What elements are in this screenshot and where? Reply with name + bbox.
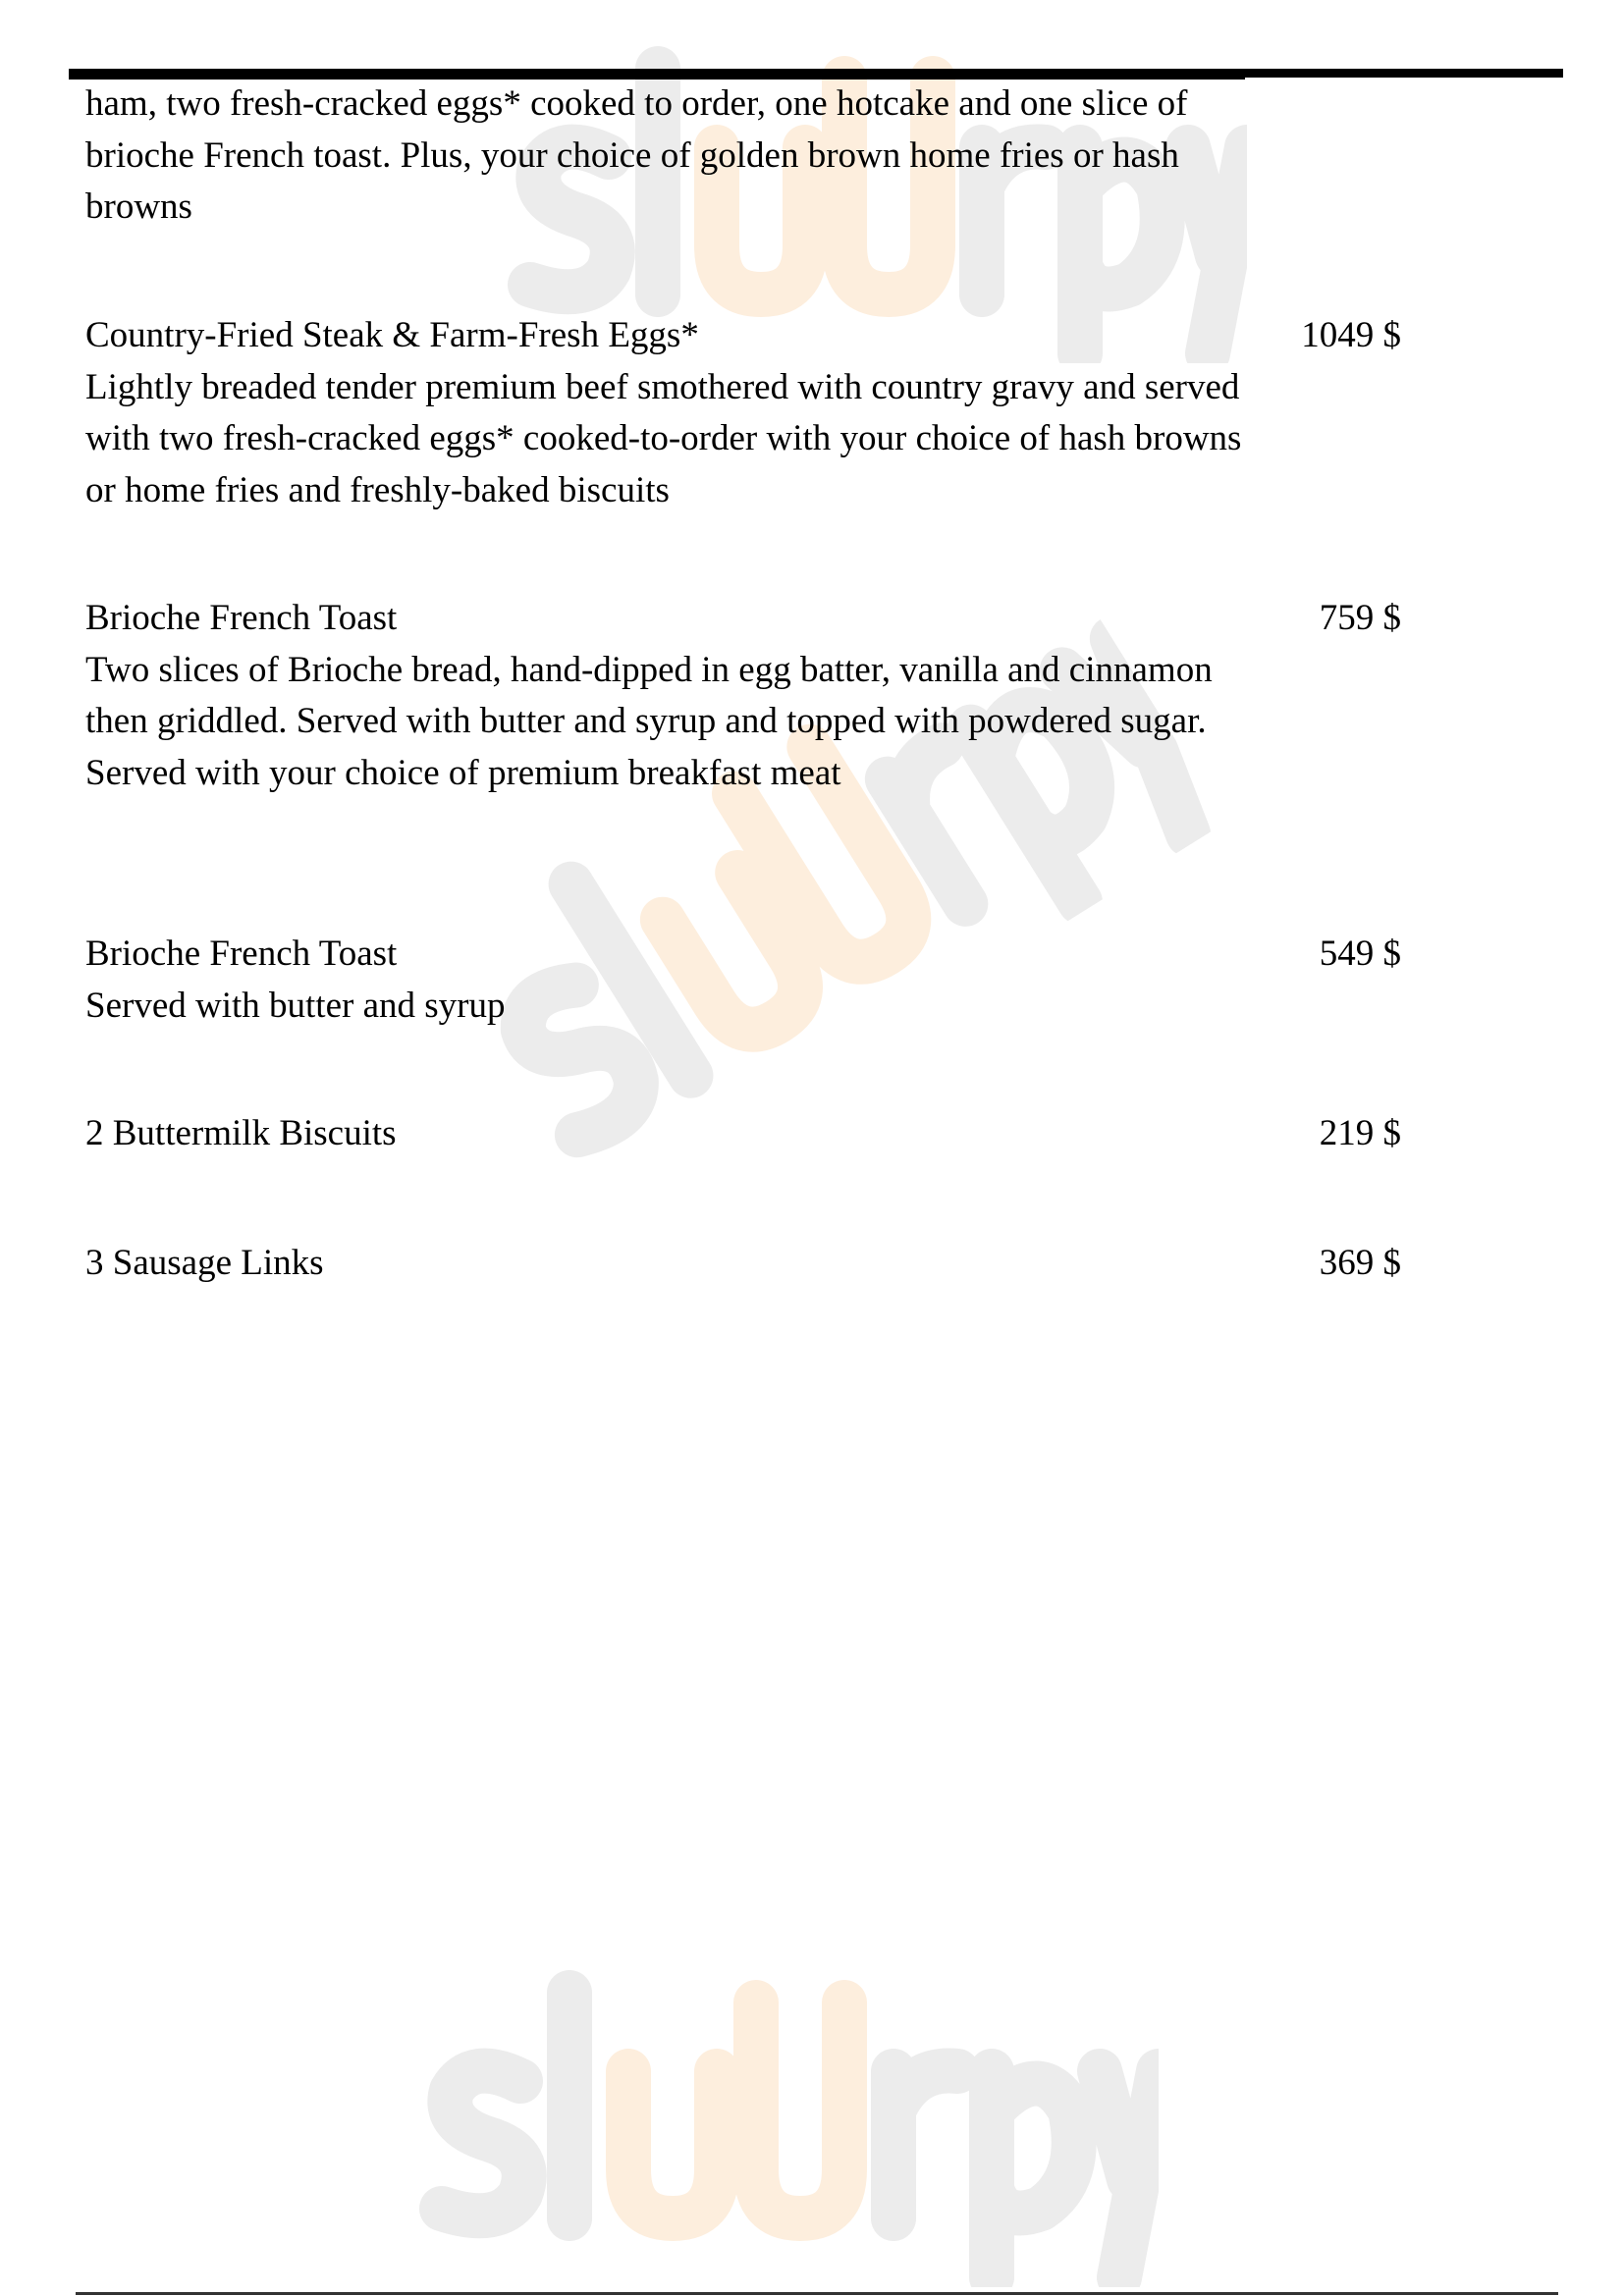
item-price: 759 $ xyxy=(1319,598,1401,638)
item-description: Served with butter and syrup xyxy=(85,985,506,1026)
item-price: 369 $ xyxy=(1319,1243,1401,1283)
item-name: 2 Buttermilk Biscuits xyxy=(85,1113,397,1153)
item-name: Country-Fried Steak & Farm-Fresh Eggs* xyxy=(85,315,699,355)
menu-item xyxy=(85,1238,1401,1290)
menu-item-continued xyxy=(85,79,1401,234)
item-price: 549 $ xyxy=(1319,934,1401,974)
item-price: 219 $ xyxy=(1319,1113,1401,1153)
watermark-logo xyxy=(412,1963,1159,2287)
item-description: Lightly breaded tender premium beef smothered with country gravy and served with two fresh-cracked eggs* cooked-to-order with your choice of hash browns or home fries and freshly-baked biscuits xyxy=(85,366,1242,510)
item-name: Brioche French Toast xyxy=(85,934,398,974)
menu-item xyxy=(85,1108,1401,1160)
menu-item xyxy=(85,310,1401,516)
menu-item xyxy=(85,929,1401,1032)
top-divider xyxy=(69,69,1563,78)
item-description: ham, two fresh-cracked eggs* cooked to order, one hotcake and one slice of brioche French toast. Plus, your choice of golden brown home fries or hash browns xyxy=(85,83,1188,227)
menu-item xyxy=(85,593,1401,799)
item-description: Two slices of Brioche bread, hand-dipped in egg batter, vanilla and cinnamon then griddled. Served with butter and syrup and topped with powdered sugar. Served with your choice of premium breakfast meat xyxy=(85,649,1213,793)
item-name: Brioche French Toast xyxy=(85,598,398,638)
item-price: 1049 $ xyxy=(1301,315,1401,355)
bottom-divider xyxy=(76,2292,1558,2295)
item-name: 3 Sausage Links xyxy=(85,1243,324,1283)
